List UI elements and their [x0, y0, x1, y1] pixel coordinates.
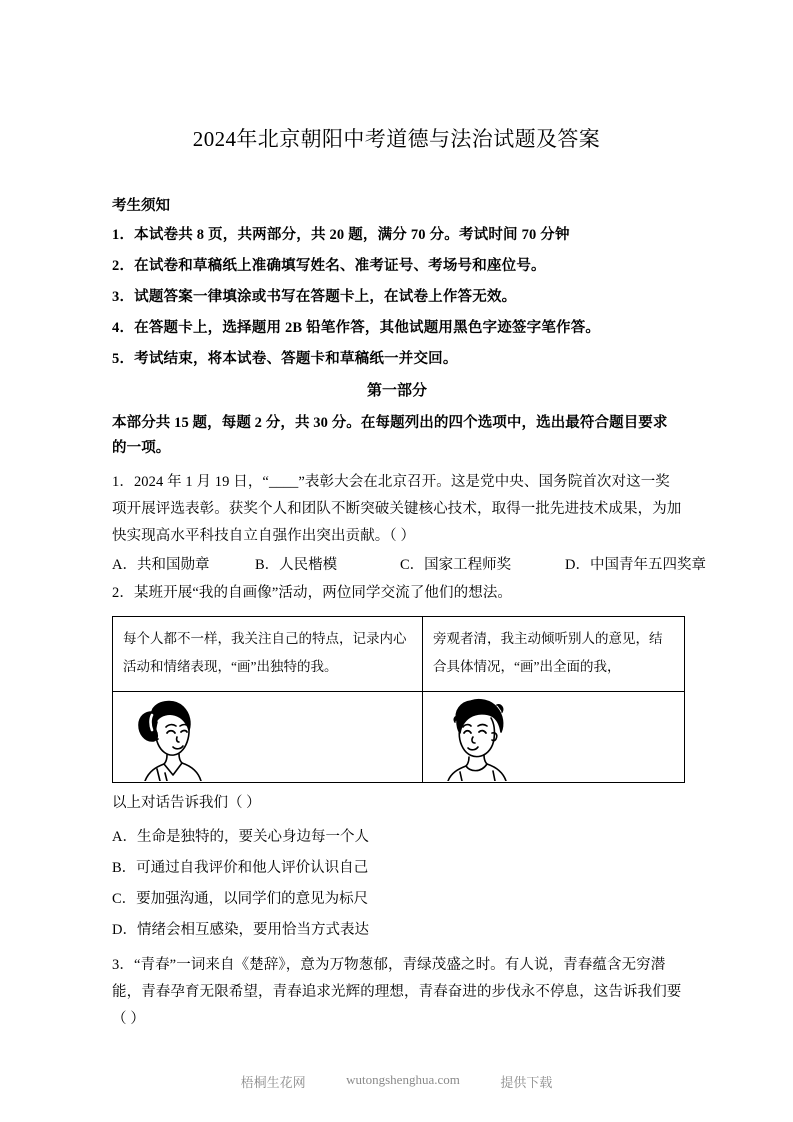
- question-1-options: [112, 553, 706, 578]
- dialog-cell-right-text: [423, 617, 685, 692]
- part-one-heading: 第一部分: [366, 383, 427, 399]
- page-title: 2024年北京朝阳中考道德与法治试题及答案: [192, 127, 601, 151]
- question-2-option-b[interactable]: B．可通过自我评价和他人评价认识自己: [112, 860, 369, 876]
- dialog-cell-left-text: [113, 617, 423, 692]
- exam-notice-item-2: 2．在试卷和草稿纸上准确填写姓名、准考证号、考场号和座位号。: [112, 258, 546, 274]
- table-row-text: [113, 617, 685, 692]
- dialog-cell-left-figure: [113, 692, 423, 783]
- part-one-description: 本部分共 15 题，每题 2 分，共 30 分。在每题列出的四个选项中，选出最符合题目要求的一项。: [112, 415, 668, 456]
- question-1-option-a[interactable]: A．共和国勋章: [112, 557, 210, 573]
- footer-note: 提供下载: [500, 1075, 553, 1090]
- footer-site-name: 梧桐生花网: [240, 1075, 306, 1090]
- question-3-stem: 3．“青春”一词来自《楚辞》，意为万物葱郁，青绿茂盛之时。有人说，青春蕴含无穷潜能，青春孕育无限希望，青春追求光辉的理想，青春奋进的步伐永不停息，这告诉我们要（ ）: [112, 957, 682, 1027]
- question-1-option-b[interactable]: B．人民楷模: [255, 557, 338, 573]
- question-2-stem: 2．某班开展“我的自画像”活动，两位同学交流了他们的想法。: [112, 585, 513, 601]
- question-2-dialog-table: [112, 616, 685, 783]
- exam-notice-item-4: 4．在答题卡上，选择题用 2B 铅笔作答，其他试题用黑色字迹签字笔作答。: [112, 320, 601, 336]
- student-statement-right: 旁观者清，我主动倾听别人的意见，结合具体情况，“画”出全面的我，: [433, 631, 663, 674]
- question-2-options: [112, 822, 682, 946]
- question-1-stem: 1．2024 年 1 月 19 日，“____”表彰大会在北京召开。这是党中央、国务院首次对这一奖项开展评选表彰。获奖个人和团队不断突破关键核心技术，取得一批先进技术成果，为加快实现高水平科技自立自强作出突出贡献。（ ）: [112, 474, 682, 544]
- question-2-option-d[interactable]: D．情绪会相互感染，要用恰当方式表达: [112, 922, 369, 938]
- question-1-option-d[interactable]: D．中国青年五四奖章: [565, 557, 706, 573]
- table-row-figures: [113, 692, 685, 783]
- question-2-lead-in: 以上对话告诉我们（ ）: [112, 795, 261, 811]
- boy-portrait-icon: [437, 695, 521, 781]
- question-1-option-c[interactable]: C．国家工程师奖: [400, 557, 512, 573]
- document-body: [112, 196, 706, 1036]
- exam-notice-item-3: 3．试题答案一律填涂或书写在答题卡上，在试卷上作答无效。: [112, 289, 517, 305]
- student-statement-left: 每个人都不一样，我关注自己的特点，记录内心活动和情绪表现，“画”出独特的我。: [123, 631, 407, 674]
- question-2-option-a[interactable]: A．生命是独特的，要关心身边每一个人: [112, 829, 369, 845]
- exam-notice-heading: 考生须知: [112, 198, 170, 214]
- question-2-option-c[interactable]: C．要加强沟通，以同学们的意见为标尺: [112, 891, 369, 907]
- footer-site-url: wutongshenghua.com: [346, 1072, 460, 1087]
- dialog-cell-right-figure: [423, 692, 685, 783]
- exam-notice-item-1: 1．本试卷共 8 页，共两部分，共 20 题，满分 70 分。考试时间 70 分钟: [112, 227, 570, 243]
- page-footer-watermark: [0, 1072, 793, 1091]
- girl-portrait-icon: [127, 695, 211, 781]
- exam-notice-item-5: 5．考试结束，将本试卷、答题卡和草稿纸一并交回。: [112, 351, 458, 367]
